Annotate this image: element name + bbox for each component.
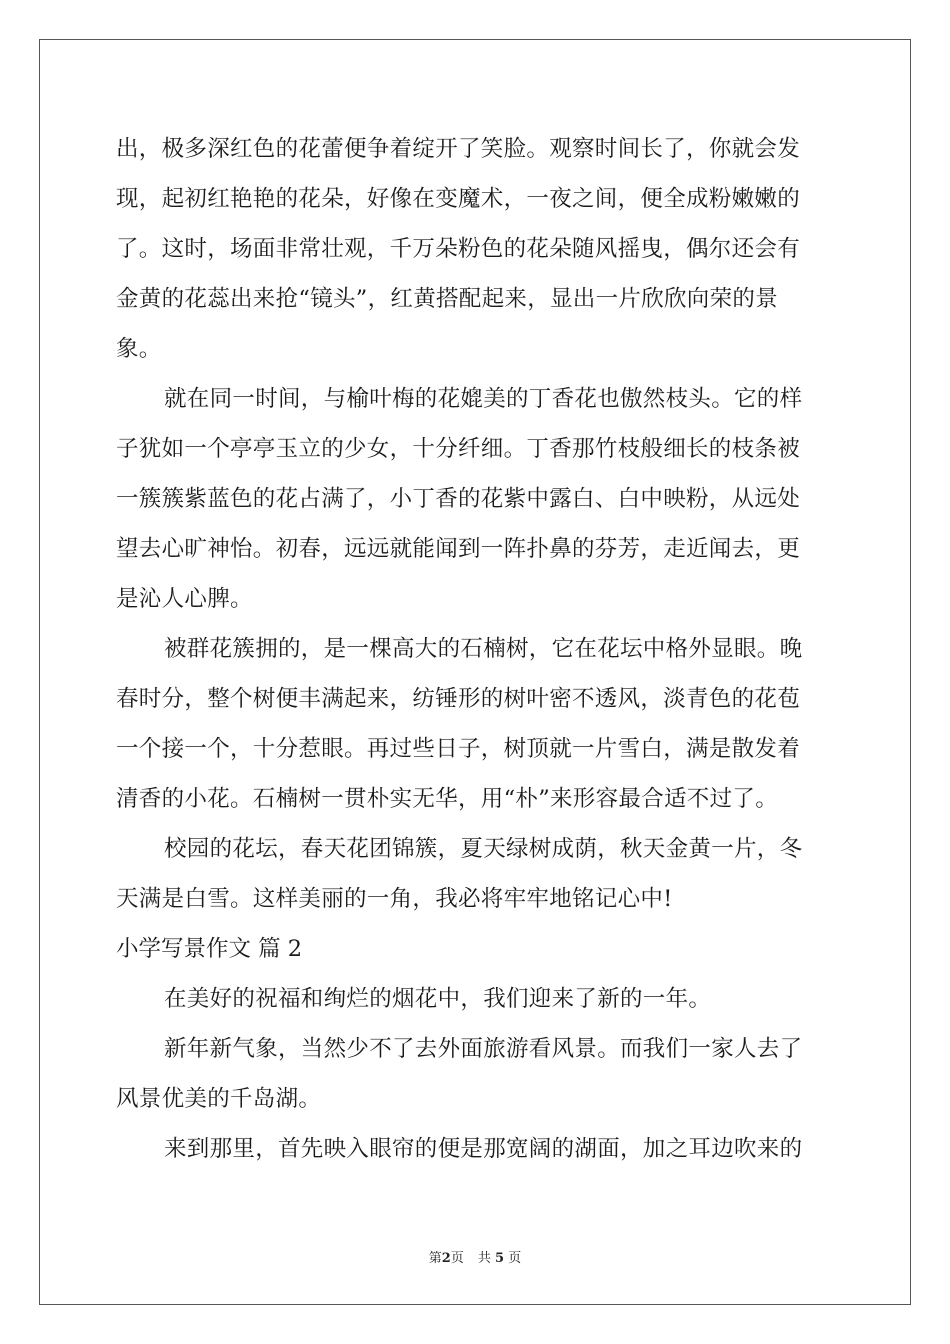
paragraph-line: 来到那里，首先映入眼帘的便是那宽阔的湖面，加之耳边吹来的 (164, 1136, 803, 1162)
paragraph-line: 一簇簇紫蓝色的花占满了，小丁香的花紫中露白、白中映粉，从远处 (116, 486, 801, 512)
paragraph-line: 就在同一时间，与榆叶梅的花媲美的丁香花也傲然枝头。它的样 (164, 386, 803, 412)
paragraph-line: 出，极多深红色的花蕾便争着绽开了笑脸。观察时间长了，你就会发 (116, 136, 801, 162)
paragraph-line: 子犹如一个亭亭玉立的少女，十分纤细。丁香那竹枝般细长的枝条被 (116, 436, 801, 462)
page-suffix: 页 (450, 1251, 464, 1266)
paragraph-line: 风景优美的千岛湖。 (116, 1086, 322, 1112)
paragraph-line: 新年新气象，当然少不了去外面旅游看风景。而我们一家人去了 (164, 1036, 803, 1062)
paragraph-line: 清香的小花。石楠树一贯朴实无华，用“朴”来形容最合适不过了。 (116, 786, 779, 812)
paragraph-line: 了。这时，场面非常壮观，千万朵粉色的花朵随风摇曳，偶尔还会有 (116, 236, 801, 262)
page-total-number: 5 (495, 1251, 505, 1266)
document-body (116, 124, 836, 1174)
paragraph-line: 天满是白雪。这样美丽的一角，我必将牢牢地铭记心中! (116, 886, 673, 912)
paragraph-line: 象。 (116, 336, 162, 362)
total-prefix: 共 (477, 1251, 491, 1266)
paragraph-line: 金黄的花蕊出来抢“镜头”，红黄搭配起来，显出一片欣欣向荣的景 (116, 286, 779, 312)
paragraph-line: 春时分，整个树便丰满起来，纺锤形的树叶密不透风，淡青色的花苞 (116, 686, 801, 712)
page-prefix: 第 (428, 1251, 442, 1266)
paragraph-line: 现，起初红艳艳的花朵，好像在变魔术，一夜之间，便全成粉嫩嫩的 (116, 186, 801, 212)
total-suffix: 页 (508, 1251, 522, 1266)
section-heading: 小学写景作文 篇 2 (116, 936, 303, 962)
paragraph-line: 在美好的祝福和绚烂的烟花中，我们迎来了新的一年。 (164, 986, 712, 1012)
page-footer (0, 1247, 950, 1266)
paragraph-line: 望去心旷神怡。初春，远远就能闻到一阵扑鼻的芬芳，走近闻去，更 (116, 536, 801, 562)
paragraph-line: 校园的花坛，春天花团锦簇，夏天绿树成荫，秋天金黄一片，冬 (164, 836, 803, 862)
paragraph-line: 被群花簇拥的，是一棵高大的石楠树，它在花坛中格外显眼。晚 (164, 636, 803, 662)
page-current-number: 2 (441, 1251, 451, 1266)
paragraph-line: 一个接一个，十分惹眼。再过些日子，树顶就一片雪白，满是散发着 (116, 736, 801, 762)
paragraph-line: 是沁人心脾。 (116, 586, 253, 612)
